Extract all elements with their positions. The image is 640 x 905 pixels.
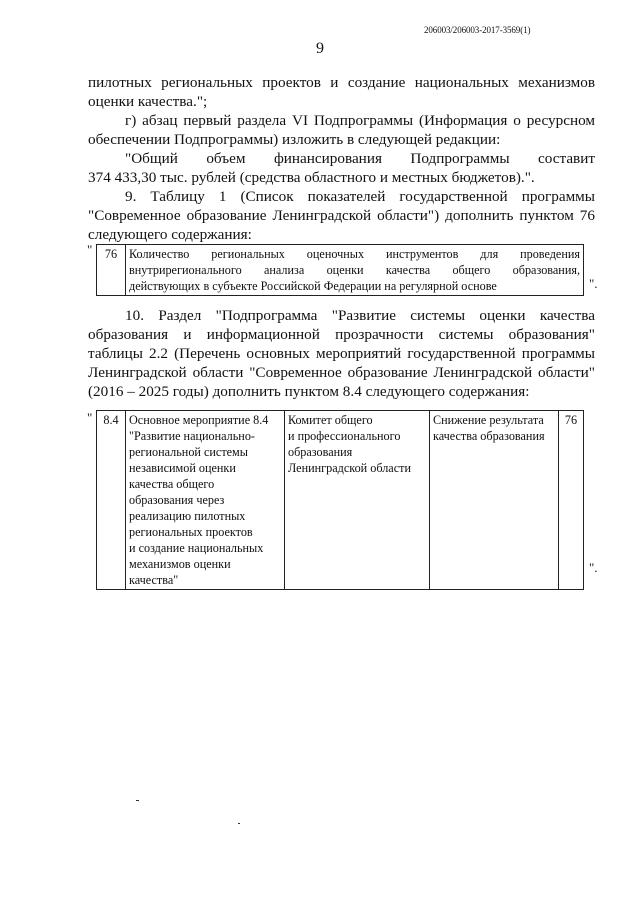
- measure-event-line: региональной системы: [129, 445, 248, 459]
- paragraph-line: 374 433,30 тыс. рублей (средства областного и местных бюджетов).".: [88, 169, 535, 186]
- table1-open-quote: ": [87, 242, 93, 257]
- scan-speck: [136, 800, 139, 801]
- table-row: [97, 411, 584, 590]
- indicator-number-cell: [97, 245, 126, 296]
- measure-number-cell: [97, 411, 126, 590]
- measure-event-line: механизмов оценки: [129, 557, 231, 571]
- table1-close-mark: ".: [589, 276, 598, 291]
- paragraph-line: г) абзац первый раздела VI Подпрограммы (Информация о ресурсном: [125, 112, 595, 129]
- paragraph-line: (2016 – 2025 годы) дополнить пунктом 8.4 следующего содержания:: [88, 383, 530, 400]
- measure-event-cell: [126, 411, 285, 590]
- paragraph-line: пилотных региональных проектов и создание национальных механизмов: [88, 74, 595, 91]
- measure-event-line: качества общего: [129, 477, 215, 491]
- scan-speck: [238, 823, 240, 824]
- measure-event-line: образования через: [129, 493, 225, 507]
- indicator-table: [96, 244, 584, 296]
- measure-event-line: и создание национальных: [129, 541, 264, 555]
- table-row: [97, 245, 584, 296]
- paragraph-line: "Современное образование Ленинградской области") дополнить пунктом 76: [88, 207, 595, 224]
- measure-event-line: региональных проектов: [129, 525, 253, 539]
- measure-event-line: качества": [129, 573, 179, 587]
- measure-executor-line: Ленинградской области: [288, 461, 411, 475]
- table2-close-mark: ".: [589, 560, 598, 575]
- indicator-text-line: действующих в субъекте Российской Федерации на регулярной основе: [129, 279, 497, 293]
- measure-executor-line: и профессионального: [288, 429, 401, 443]
- measure-number: 8.4: [103, 413, 119, 427]
- document-id: 206003/206003-2017-3569(1): [424, 25, 531, 35]
- paragraph-5: [88, 306, 595, 401]
- measure-indicator: 76: [564, 413, 578, 427]
- indicator-text-line: Количество региональных оценочных инструментов для проведения: [129, 247, 580, 261]
- measure-event-line: независимой оценки: [129, 461, 236, 475]
- measure-event-line: реализацию пилотных: [129, 509, 246, 523]
- measure-result-line: качества образования: [433, 429, 545, 443]
- indicator-text-line: внутрирегионального анализа оценки качества общего образования,: [129, 263, 580, 277]
- indicator-number: 76: [104, 247, 118, 261]
- paragraph-line: образования и информационной прозрачности системы образования": [88, 326, 595, 343]
- measure-result-cell: [430, 411, 559, 590]
- paragraph-3: [88, 149, 595, 187]
- measure-executor-line: Комитет общего: [288, 413, 373, 427]
- paragraph-line: таблицы 2.2 (Перечень основных мероприятий государственной программы: [88, 345, 595, 362]
- measure-indicator-cell: [559, 411, 584, 590]
- table2-open-quote: ": [87, 410, 93, 425]
- paragraph-line: следующего содержания:: [88, 226, 252, 243]
- paragraph-line: "Общий объем финансирования Подпрограммы составит: [125, 150, 595, 167]
- paragraph-line: оценки качества.";: [88, 93, 208, 110]
- measure-executor-line: образования: [288, 445, 353, 459]
- paragraph-line: обеспечении Подпрограммы) изложить в следующей редакции:: [88, 131, 501, 148]
- paragraph-line: 9. Таблицу 1 (Список показателей государственной программы: [125, 188, 595, 205]
- paragraph-4: [88, 187, 595, 244]
- indicator-text-cell: [126, 245, 584, 296]
- paragraph-line: 10. Раздел "Подпрограмма "Развитие системы оценки качества: [125, 307, 595, 324]
- measure-event-line: "Развитие национально-: [129, 429, 255, 443]
- paragraph-1: [88, 73, 595, 111]
- measure-result-line: Снижение результата: [433, 413, 544, 427]
- page-number: 9: [316, 40, 324, 57]
- paragraph-line: Ленинградской области "Современное образование Ленинградской области": [88, 364, 595, 381]
- measure-executor-cell: [285, 411, 430, 590]
- measures-table: [96, 410, 584, 590]
- measure-event-line: Основное мероприятие 8.4: [129, 413, 269, 427]
- paragraph-2: [88, 111, 595, 149]
